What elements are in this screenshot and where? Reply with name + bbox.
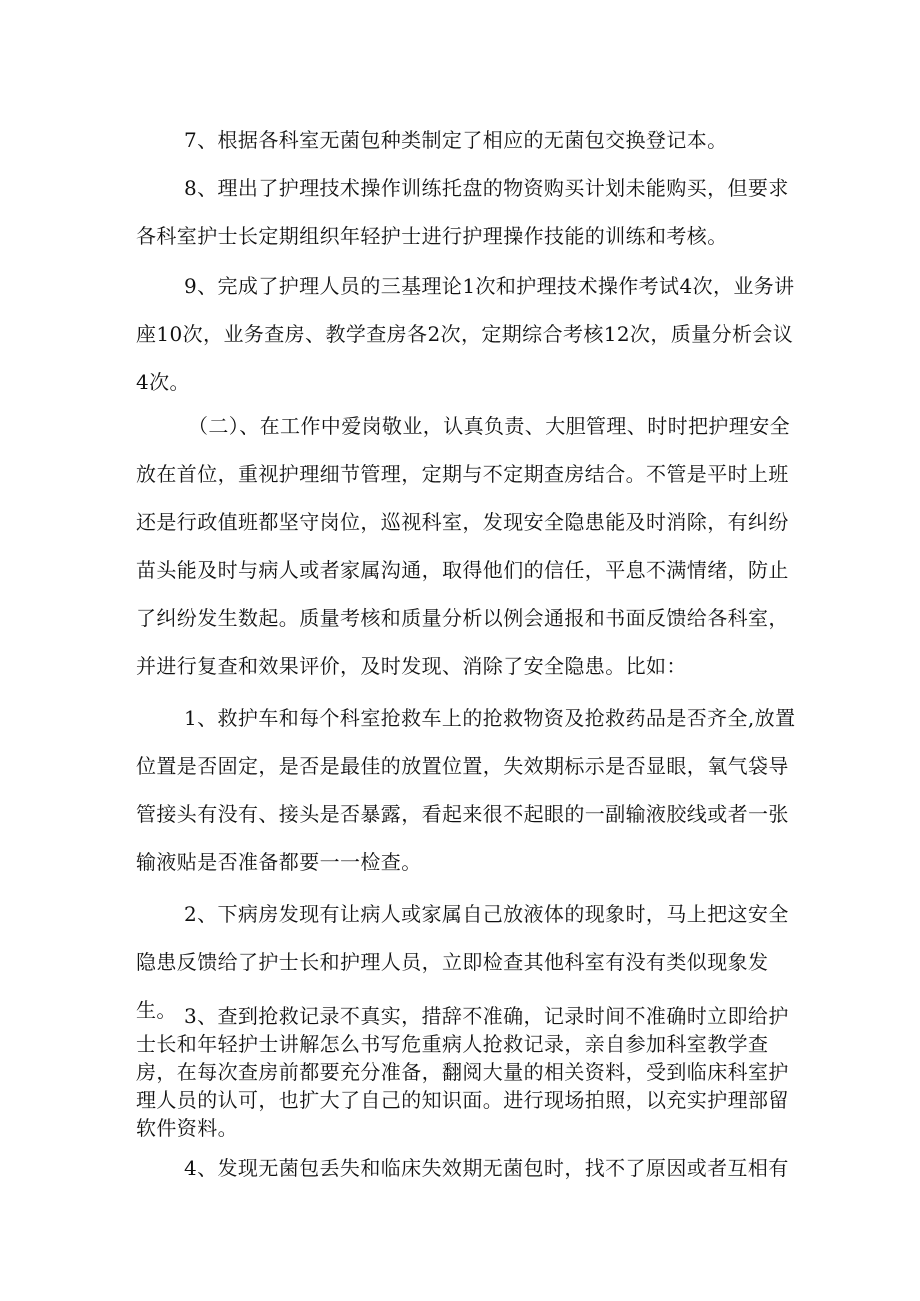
paragraph-9: 9、完成了护理人员的三基理论1次和护理技术操作考试4次，业务讲座10次，业务查房、教学查房各2次，定期综合考核12次，质量分析会议4次。 <box>136 274 795 394</box>
paragraph-item-3: 3、查到抢救记录不真实，措辞不准确，记录时间不准确时立即给护士长和年轻护士讲解怎么书写危重病人抢救记录，亲自参加科室教学查房，在每次查房前都要充分准备，翻阅大量的相关资料，受到临床科室护理人员的认可，也扩大了自己的知识面。进行现场拍照，以充实护理部留软件资料。 <box>136 1004 789 1140</box>
paragraph-item-2: 2、下病房发现有让病人或家属自己放液体的现象时，马上把这安全隐患反馈给了护士长和护理人员，立即检查其他科室有没有类似现象发生。 <box>136 902 789 1022</box>
paragraph-8: 8、理出了护理技术操作训练托盘的物资购买计划未能购买，但要求各科室护士长定期组织年轻护士进行护理操作技能的训练和考核。 <box>136 176 789 248</box>
paragraph-item-4: 4、发现无菌包丢失和临床失效期无菌包时，找不了原因或者互相有 <box>184 1156 789 1180</box>
paragraph-7: 7、根据各科室无菌包种类制定了相应的无菌包交换登记本。 <box>184 128 728 152</box>
paragraph-section-2: （二）、在工作中爱岗敬业，认真负责、大胆管理、时时把护理安全放在首位，重视护理细节管理，定期与不定期查房结合。不管是平时上班还是行政值班都坚守岗位，巡视科室，发现安全隐患能及时消除，有纠纷苗头能及时与病人或者家属沟通，取得他们的信任，平息不满情绪，防止了纠纷发生数起。质量考核和质量分析以例会通报和书面反馈给各科室，并进行复查和效果评价，及时发现、消除了安全隐患。比如： <box>136 414 790 678</box>
paragraph-item-1: 1、救护车和每个科室抢救车上的抢救物资及抢救药品是否齐全,放置位置是否固定，是否是最佳的放置位置，失效期标示是否显眼，氧气袋导管接头有没有、接头是否暴露，看起来很不起眼的一副输液胶线或者一张输液贴是否准备都要一一检查。 <box>136 706 796 874</box>
